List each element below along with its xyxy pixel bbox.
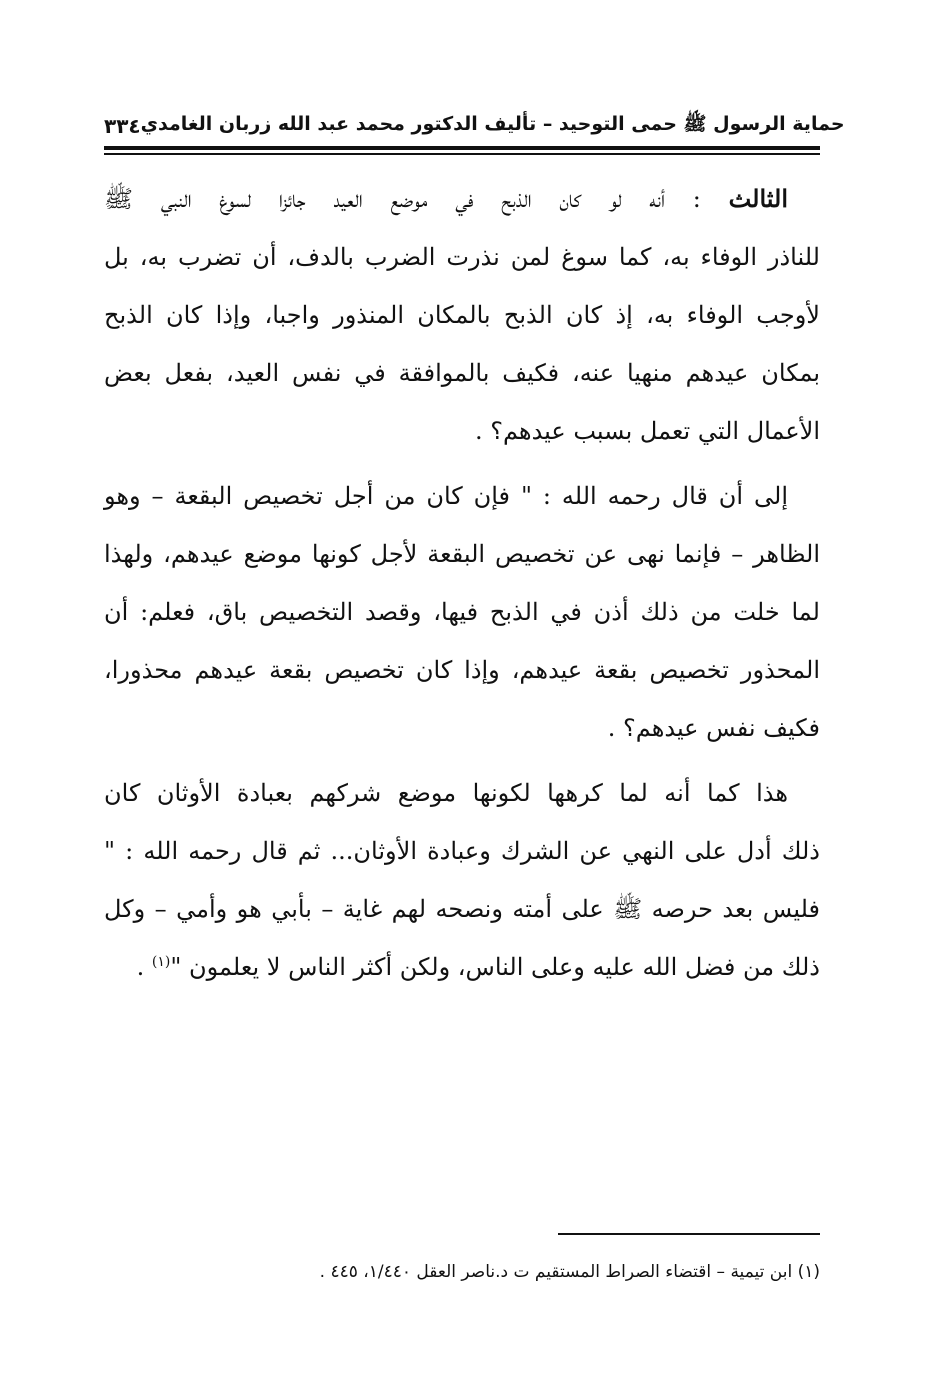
text-line: إلى أن قال رحمه الله : " فإن كان من أجل تخصيص البقعة – وهو [104, 482, 788, 510]
text-line: بمكان عيدهم منهيا عنه، فكيف بالموافقة في نفس العيد، بفعل بعض [104, 359, 820, 387]
paragraph-conclusion [104, 764, 820, 996]
footnote-separator [558, 1233, 820, 1235]
text-line-content: ذلك من فضل الله عليه وعلى الناس، ولكن أكثر الناس لا يعلمون " [170, 953, 820, 981]
text-line: الأعمال التي تعمل بسبب عيدهم؟ . [474, 417, 820, 445]
page-number: ٣٣٤ [104, 114, 141, 138]
text-line-content: : أنه لو كان الذبح في موضع العيد جائزا لسوغ النبي ﷺ [104, 185, 729, 213]
text-line: الظاهر – فإنما نهى عن تخصيص البقعة لأجل كونها موضع عيدهم، ولهذا [104, 540, 820, 568]
paragraph-quote [104, 467, 820, 757]
text-line: ذلك أدل على النهي عن الشرك وعبادة الأوثان... ثم قال رحمه الله : " [104, 837, 820, 865]
lead-word: الثالث [728, 184, 788, 213]
text-line: لأوجب الوفاء به، إذ كان الذبح بالمكان المنذور واجبا، وإذا كان الذبح [104, 301, 820, 329]
running-title: حماية الرسول ﷺ حمى التوحيد – تأليف الدكتور محمد عبد الله زربان الغامدي [140, 113, 845, 135]
text-line: فليس بعد حرصه ﷺ على أمته ونصحه لهم غاية – بأبي هو وأمي – وكل [104, 895, 820, 923]
text-line: المحذور تخصيص بقعة عيدهم، وإذا كان تخصيص بقعة عيدهم محذورا، [104, 656, 820, 684]
footnote: (١) ابن تيمية – اقتضاء الصراط المستقيم ت د.ناصر العقل ١/٤٤٠، ٤٤٥ . [319, 1262, 820, 1282]
body-text [104, 170, 820, 1003]
text-line [104, 170, 820, 228]
text-line: هذا كما أنه لما كرهها لكونها موضع شركهم بعبادة الأوثان كان [104, 779, 788, 807]
paragraph-third-point [104, 170, 820, 460]
header-rule-thin [104, 153, 820, 155]
text-line: لما خلت من ذلك أذن في الذبح فيها، وقصد التخصيص باق، فعلم: أن [104, 598, 820, 626]
text-line-tail: . [136, 953, 152, 981]
footnote-marker[interactable]: (١) [151, 954, 171, 970]
header-rule-thick [104, 146, 820, 150]
text-line [104, 938, 820, 996]
running-header [104, 110, 845, 142]
text-line: للناذر الوفاء به، كما سوغ لمن نذرت الضرب بالدف، أن تضرب به، بل [104, 243, 820, 271]
text-line: فكيف نفس عيدهم؟ . [607, 714, 820, 742]
